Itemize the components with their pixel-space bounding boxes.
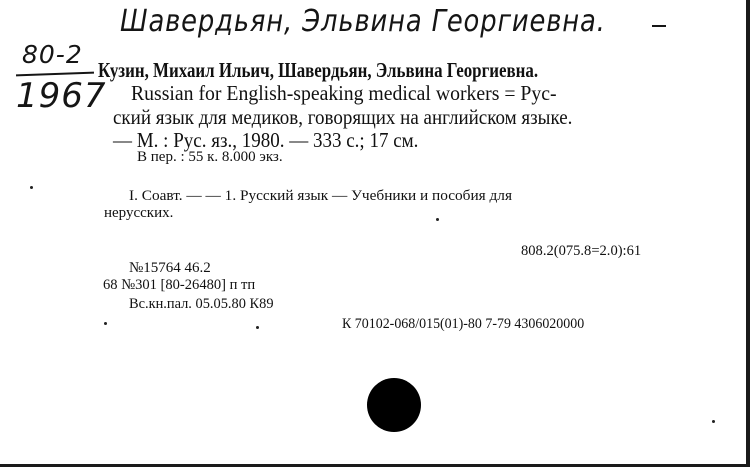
- card-edge-right: [746, 0, 750, 467]
- punch-hole: [367, 378, 421, 432]
- card-print-number: 68 №301 [80-26480] п тп: [103, 277, 256, 293]
- card-index-code: К 70102-068/015(01)-80 7-79 4306020000: [342, 316, 585, 332]
- card-classification: 808.2(075.8=2.0):61: [521, 243, 642, 259]
- card-order-number: №15764 46.2: [129, 260, 211, 276]
- handwritten-author-name: Шавердьян, Эльвина Георгиевна.: [120, 4, 606, 39]
- card-heading-authors: Кузин, Михаил Ильич, Шавердьян, Эльвина Георгиевна.: [98, 58, 539, 82]
- speck: [712, 420, 715, 423]
- speck: [30, 186, 33, 189]
- speck: [436, 218, 439, 221]
- speck: [104, 322, 107, 325]
- card-imprint: — М. : Рус. яз., 1980. — 333 с.; 17 см.: [113, 128, 419, 152]
- handwritten-dash: [652, 25, 666, 27]
- card-chamber-record: Вс.кн.пал. 05.05.80 К89: [129, 296, 274, 312]
- card-title-line-2: ский язык для медиков, говорящих на английском языке.: [113, 105, 573, 129]
- card-title-line-1: Russian for English-speaking medical workers = Рус-: [131, 81, 557, 105]
- handwritten-year: 1967: [16, 76, 107, 116]
- speck: [256, 326, 259, 329]
- handwritten-shelf-code: 80-2: [22, 40, 83, 69]
- card-binding-price: В пер. : 55 к. 8.000 экз.: [137, 149, 283, 165]
- card-tracings-line-2: нерусских.: [104, 205, 174, 221]
- card-tracings-line-1: I. Соавт. — — 1. Русский язык — Учебники и пособия для: [129, 188, 512, 204]
